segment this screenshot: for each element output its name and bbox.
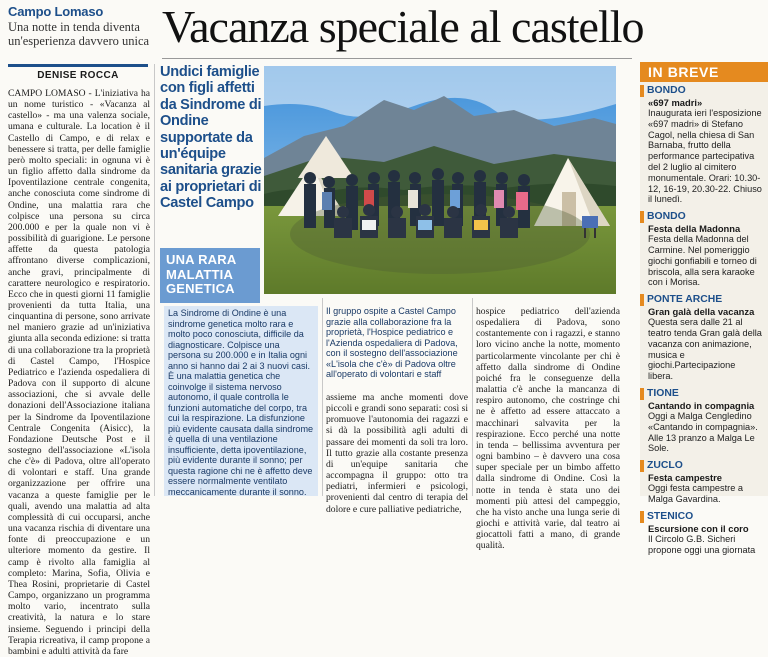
body-text: CAMPO LOMASO - L'iniziativa ha un nome turistico - «Vacanza al castello» - ma una valenza sociale, umana e culturale. La location è il Castello di Campo, e di relax e benessere si tratta, per delle famiglie però molto speciali: in ognuna vi è un figlio affetto dalla sindrome da Ipoventilazione centrale congenita, anche conosciuta come sindrome di Ondine, una malattia rara che colpisce una persona su circa 200.000 e per la quale non vi è possibilità di guarigione. Le persone affette da questa patologia affrontano diverse complicazioni, anche gravi, principalmente di carattere neurologico e respiratorio. Ecco che in questi giorni 11 famiglie provenienti da tutta Italia, una cinquantina di persone, sono arrivate nel maniero grazie ad un'iniziativa giunta alla seconda edizione: si tratta di una collaborazione tra la proprietà di Castel Campo, l'Hospice Pediatrico e l'azienda ospedaliera di Padova con il supporto di alcune associazioni, che si avvale delle donazioni dell'Associazione italiana per la Sindrome da Ipoventilazione Centrale Congenita (Aisicc), la Fondazione Deutsche Post e il sostegno dell'associazione «L'isola che c'è» di Padova, oltre all'operato di volontari e staff. Una grande organizzazione per offrire una vacanza a queste famiglie per le quali, avendo una malattia ad alta complessità di cui occuparsi, anche una vacanza rischia di diventare una fonte di preoccupazione e un ulteriore momento da gestire. Il camp è rivolto alla famiglia al completo: Marina, Sofia, Olivia e Thea Rosini, proprietarie di Castel Campo, organizzano un programma molto vario, incentrato sulla creatività, la natura e lo stare insieme. Seguendo i principi della Terapia ricreativa, il camp propone a bambini e adulti attività da fare — [8, 88, 150, 657]
in-breve-sidebar — [640, 62, 768, 555]
callout — [160, 248, 260, 303]
body-text: hospice pediatrico dell'azienda ospedaliera di Padova, sono costantemente con i ragazzi, e stanno loro vicino anche la notte, momento particolarmente vincolante per chi è affetto dalla sindrome di Ondine poiché fra le conseguenze della malattia c'è anche la mancanza di respiro autonomo, che costringe chi ne è affetto ad essere attaccato a macchinari salvavita per la respirazione. Ecco perché una notte in tenda – bellissima avventura per ogni bambino – è davvero una cosa super speciale per un bimbo affetto dalla sindrome di Ondine. Così la notte in tenda è stata uno dei momenti più attesi del campeggio, che ha visto anche una lunga serie di giochi e attività varie, dal teatro ai giocattoli fatti a mano, di grande qualità. — [476, 306, 620, 552]
brief-item — [640, 82, 768, 208]
brief-place: STENICO — [640, 511, 762, 523]
brief-item — [640, 457, 768, 508]
brief-text: Il Circolo G.B. Sicheri propone oggi una giornata — [648, 533, 756, 555]
kicker-subtitle: Una notte in tenda diventa un'esperienza davvero unica — [8, 20, 150, 48]
brief-item — [640, 208, 768, 291]
brief-title: «697 madri» — [648, 97, 703, 108]
info-box-text: La Sindrome di Ondine è una sindrome genetica molto rara e molto poco conosciuta, difficile da diagnosticare. Colpisce una persona su 200.000 e in Italia ogni anno si hanno dai 2 ai 3 nuovi casi. È una malattia genetica che coinvolge il sistema nervoso autonomo, il quale controlla le funzioni automatiche del corpo, tra cui la respirazione. La disfunzione più evidente causata dalla sindrome è quella di una ventilazione insufficiente, detta ipoventilazione, più evidente durante il sonno; per questa ragione chi ne è affetto deve essere normalmente ventilato meccanicamente durante il sonno. — [168, 308, 314, 497]
column-divider — [472, 298, 473, 496]
headline: Vacanza speciale al castello — [162, 1, 644, 52]
brief-place: TIONE — [640, 388, 762, 400]
body-column-3 — [326, 392, 468, 515]
brief-title: Cantando in compagnia — [648, 399, 755, 411]
brief-title: Festa campestre — [648, 472, 722, 484]
brief-place: BONDO — [640, 211, 762, 223]
body-text: assieme ma anche momenti dove piccoli e grandi sono separati: così si promuove l'autonomia dei ragazzi e si dà la possibilità agli adulti di passare dei momenti da soli tra loro. Il tutto grazie alla costante presenza di un'equipe sanitaria che accompagna il gruppo: otto tra pediatri, infermieri e psicologi, provenienti dal centro di terapia del dolore e cure palliative pediatriche, — [326, 392, 468, 515]
brief-text: Inaugurata ieri l'esposizione «697 madri» di Stefano Cagol, nella chiesa di San Barnaba, frutto della performance partecipativa del 2 luglio al cimitero monumentale. Orari: 10.30-12, 16-19, 20.30-22. Chiuso il lunedì. — [648, 108, 762, 205]
brief-title: Escursione con il coro — [648, 522, 749, 534]
kicker-title: Campo Lomaso — [8, 4, 104, 19]
brief-item — [640, 508, 768, 559]
brief-item — [640, 291, 768, 385]
brief-text: Festa della Madonna del Carmine. Nel pomeriggio giochi gonfiabili e torneo di briscola, alla sera karaoke con i Morisa. — [648, 234, 757, 288]
summary: Undici famiglie con figli affetti da Sindrome di Ondine supportate da un'équipe sanitaria grazie ai proprietari di Castel Campo — [160, 64, 262, 212]
brief-place: ZUCLO — [640, 460, 762, 472]
caption-text: Il gruppo ospite a Castel Campo grazie alla collaborazione fra la proprietà, l'Hospice pediatrico e l'Azienda ospedaliera di Padova, con il sostegno dell'associazione «L'isola che c'è» di Padova oltre all'operato di volontari e staff — [326, 306, 458, 379]
kicker — [8, 4, 158, 48]
column-divider — [322, 298, 323, 496]
callout-label: UNA RARA MALATTIA GENETICA — [160, 248, 260, 303]
brief-place: PONTE ARCHE — [640, 294, 762, 306]
photo — [264, 66, 616, 294]
body-column-4 — [476, 306, 620, 552]
headline-rule — [162, 58, 632, 59]
group-photo-image — [264, 66, 616, 294]
body-column-1 — [8, 88, 150, 657]
brief-text: Oggi a Malga Cengledino «Cantando in compagnia». Alle 13 pranzo a Malga Le Sole. — [648, 410, 758, 454]
brief-title: Gran galà della vacanza — [648, 306, 755, 318]
brief-text: Oggi festa campestre a Malga Gavardina. — [648, 483, 743, 504]
brief-text: Questa sera dalle 21 al teatro tenda Gran galà della vacanza con animazione, musica e giochi.Partecipazione libera. — [648, 317, 762, 382]
info-box — [164, 306, 318, 496]
brief-title: Festa della Madonna — [648, 223, 741, 235]
byline: DENISE ROCCA — [8, 64, 148, 81]
sidebar-header: IN BREVE — [640, 62, 768, 82]
column-divider — [154, 64, 155, 496]
brief-item — [640, 385, 768, 457]
brief-place: BONDO — [640, 85, 762, 97]
